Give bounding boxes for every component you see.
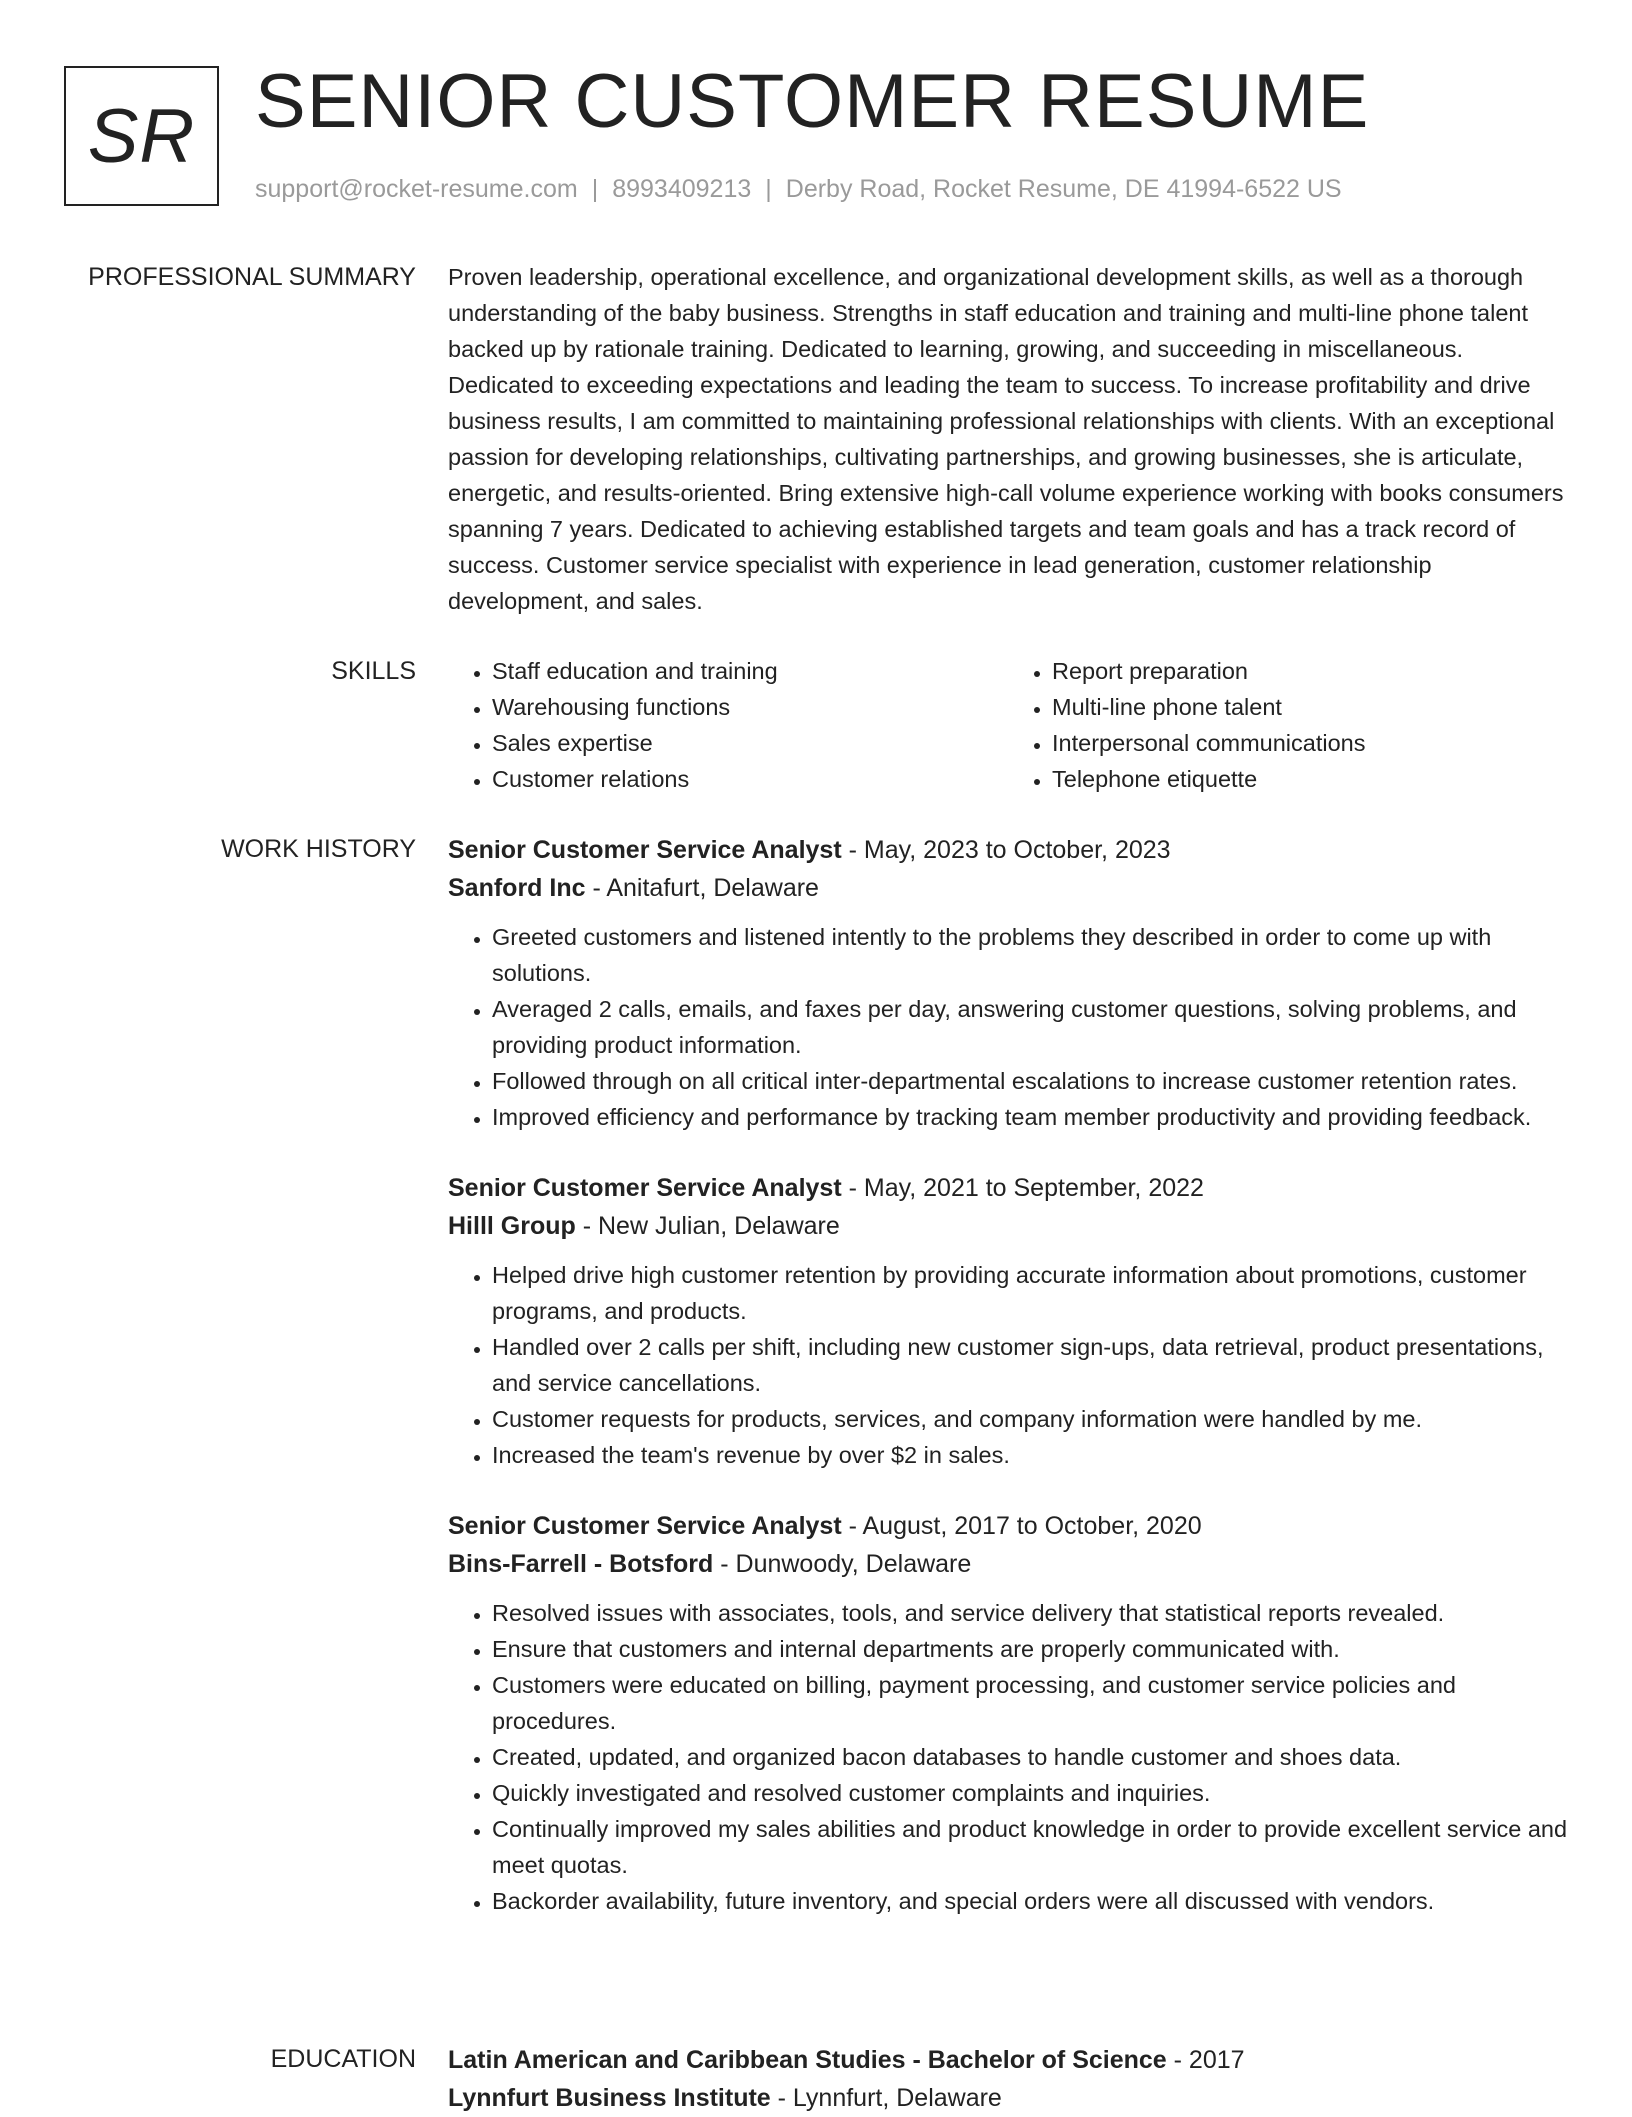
skill-item: • Report preparation bbox=[1052, 653, 1568, 689]
contact-phone: 8993409213 bbox=[612, 175, 752, 203]
skills-list-right bbox=[1008, 653, 1568, 797]
job-bullet: • Increased the team's revenue by over $2 in sales. bbox=[492, 1437, 1568, 1473]
skill-item: • Customer relations bbox=[492, 761, 1008, 797]
skills-grid bbox=[448, 653, 1568, 797]
job-bullet: • Improved efficiency and performance by tracking team member productivity and providing feedback. bbox=[492, 1099, 1568, 1135]
job-bullet: • Quickly investigated and resolved customer complaints and inquiries. bbox=[492, 1775, 1568, 1811]
education-year: - 2017 bbox=[1166, 2046, 1245, 2074]
skill-item: • Multi-line phone talent bbox=[1052, 689, 1568, 725]
job-company: Bins-Farrell - Botsford bbox=[448, 1550, 714, 1578]
contact-separator: | bbox=[765, 175, 772, 203]
job-entry bbox=[448, 1169, 1568, 1473]
job-bullet: • Followed through on all critical inter-departmental escalations to increase customer retention rates. bbox=[492, 1063, 1568, 1099]
job-bullet: • Greeted customers and listened intently to the problems they described in order to come up with solutions. bbox=[492, 919, 1568, 991]
job-location: - Dunwoody, Delaware bbox=[713, 1550, 972, 1578]
job-dates: - August, 2017 to October, 2020 bbox=[841, 1512, 1202, 1540]
job-bullet: • Ensure that customers and internal departments are properly communicated with. bbox=[492, 1631, 1568, 1667]
education-heading: EDUCATION bbox=[270, 2045, 416, 2073]
job-company-line bbox=[448, 869, 1568, 907]
job-location: - New Julian, Delaware bbox=[575, 1212, 840, 1240]
summary-text: Proven leadership, operational excellence, and organizational development skills, as well as a thorough understanding of the baby business. Strengths in staff education and training and multi-line phone talent backed up by rationale training. Dedicated to learning, growing, and succeeding in miscellaneous. Dedicated to exceeding expectations and leading the team to success. To increase profitability and drive business results, I am committed to maintaining professional relationships with clients. With an exceptional passion for developing relationships, cultivating partnerships, and growing businesses, she is articulate, energetic, and results-oriented. Bring extensive high-call volume experience working with books consumers spanning 7 years. Dedicated to achieving established targets and team goals and has a track record of success. Customer service specialist with experience in lead generation, customer relationship development, and sales. bbox=[448, 264, 1564, 614]
skill-item: • Staff education and training bbox=[492, 653, 1008, 689]
skills-heading: SKILLS bbox=[331, 657, 416, 685]
job-company: Hilll Group bbox=[448, 1212, 576, 1240]
job-title: Senior Customer Service Analyst bbox=[448, 836, 842, 864]
skill-item: • Sales expertise bbox=[492, 725, 1008, 761]
contact-address: Derby Road, Rocket Resume, DE 41994-6522 US bbox=[785, 175, 1342, 203]
skill-item: • Telephone etiquette bbox=[1052, 761, 1568, 797]
job-bullet: • Resolved issues with associates, tools, and service delivery that statistical reports revealed. bbox=[492, 1595, 1568, 1631]
job-bullet: • Handled over 2 calls per shift, including new customer sign-ups, data retrieval, product presentations, and service cancellations. bbox=[492, 1329, 1568, 1401]
job-bullet: • Customer requests for products, services, and company information were handled by me. bbox=[492, 1401, 1568, 1437]
skill-item: • Warehousing functions bbox=[492, 689, 1008, 725]
education-body bbox=[448, 2041, 1568, 2117]
job-bullets bbox=[448, 1595, 1568, 1919]
work-history-heading: WORK HISTORY bbox=[221, 835, 416, 863]
job-bullet: • Backorder availability, future inventory, and special orders were all discussed with vendors. bbox=[492, 1883, 1568, 1919]
job-entry bbox=[448, 831, 1568, 1135]
summary-body bbox=[448, 259, 1568, 619]
job-company: Sanford Inc bbox=[448, 874, 586, 902]
job-bullets bbox=[448, 919, 1568, 1135]
skills-list-left bbox=[448, 653, 1008, 797]
education-school: Lynnfurt Business Institute bbox=[448, 2084, 771, 2112]
job-bullet: • Averaged 2 calls, emails, and faxes per day, answering customer questions, solving problems, and providing product information. bbox=[492, 991, 1568, 1063]
job-location: - Anitafurt, Delaware bbox=[585, 874, 819, 902]
resume-title: SENIOR CUSTOMER RESUME bbox=[255, 59, 1370, 144]
job-title-line bbox=[448, 831, 1568, 869]
job-company-line bbox=[448, 1545, 1568, 1583]
education-school-line bbox=[448, 2079, 1568, 2117]
job-entry bbox=[448, 1507, 1568, 1919]
job-bullets bbox=[448, 1257, 1568, 1473]
education-degree: Latin American and Caribbean Studies - Bachelor of Science bbox=[448, 2046, 1167, 2074]
job-title-line bbox=[448, 1169, 1568, 1207]
skills-body bbox=[448, 653, 1568, 797]
job-bullet: • Helped drive high customer retention by providing accurate information about promotions, customer programs, and products. bbox=[492, 1257, 1568, 1329]
job-title: Senior Customer Service Analyst bbox=[448, 1512, 842, 1540]
contact-separator: | bbox=[591, 175, 599, 203]
contact-email: support@rocket-resume.com bbox=[255, 175, 578, 203]
job-bullet: • Continually improved my sales abilities and product knowledge in order to provide excellent service and meet quotas. bbox=[492, 1811, 1568, 1883]
job-title: Senior Customer Service Analyst bbox=[448, 1174, 842, 1202]
summary-heading: PROFESSIONAL SUMMARY bbox=[88, 263, 416, 291]
work-history-body bbox=[448, 831, 1568, 1953]
monogram-badge bbox=[64, 66, 219, 206]
job-bullet: • Customers were educated on billing, payment processing, and customer service policies and procedures. bbox=[492, 1667, 1568, 1739]
education-degree-line bbox=[448, 2041, 1568, 2079]
monogram-initials: SR bbox=[87, 93, 196, 179]
education-location: - Lynnfurt, Delaware bbox=[770, 2084, 1002, 2112]
job-title-line bbox=[448, 1507, 1568, 1545]
job-company-line bbox=[448, 1207, 1568, 1245]
contact-line bbox=[255, 175, 1342, 204]
job-bullet: • Created, updated, and organized bacon databases to handle customer and shoes data. bbox=[492, 1739, 1568, 1775]
job-dates: - May, 2021 to September, 2022 bbox=[841, 1174, 1204, 1202]
skill-item: • Interpersonal communications bbox=[1052, 725, 1568, 761]
job-dates: - May, 2023 to October, 2023 bbox=[841, 836, 1171, 864]
